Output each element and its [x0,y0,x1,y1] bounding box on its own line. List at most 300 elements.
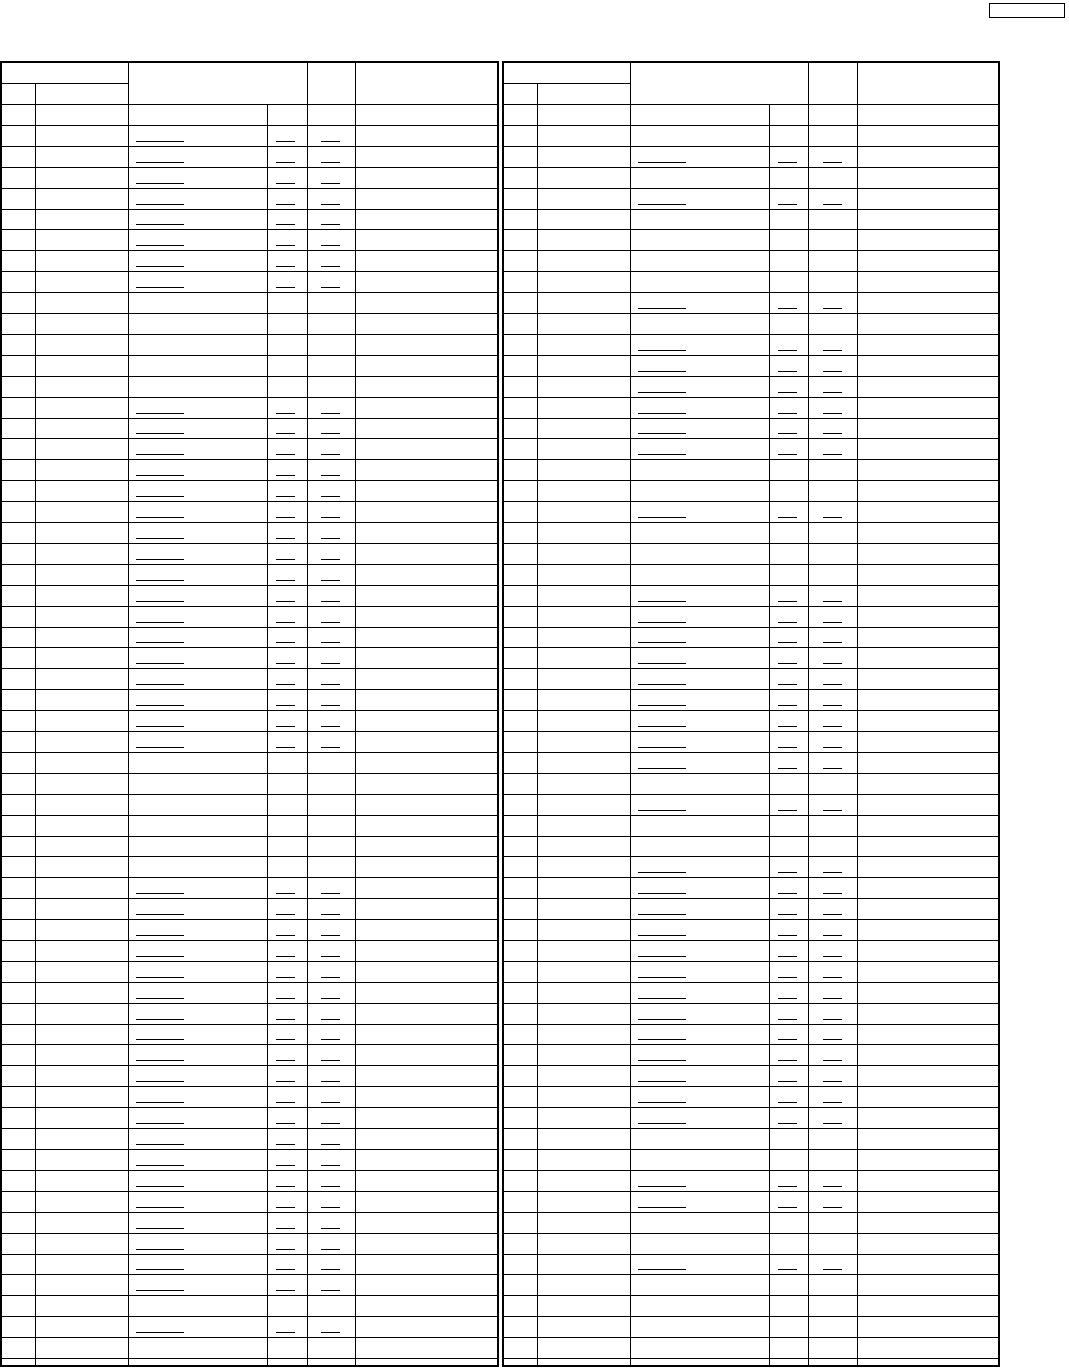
underline-mark [823,454,842,455]
underline-mark [778,956,797,957]
table-row-line [504,1065,998,1066]
underline-mark [136,1165,184,1166]
underline-mark [778,601,797,602]
underline-mark [638,1102,686,1103]
table-row-line [504,1254,998,1255]
underline-mark [136,538,184,539]
underline-mark [136,726,184,727]
table-row-line [2,773,497,774]
underline-mark [638,914,686,915]
table-row-line [2,104,497,105]
underline-mark [321,1228,340,1229]
underline-mark [823,998,842,999]
underline-mark [276,998,295,999]
underline-mark [136,245,184,246]
table-row-line [504,501,998,502]
table-row-line [2,418,497,419]
underline-mark [276,1144,295,1145]
underline-mark [136,1123,184,1124]
underline-mark [276,642,295,643]
table-row-line [504,877,998,878]
underline-mark [778,1060,797,1061]
underline-mark [638,1019,686,1020]
table-row-line [2,877,497,878]
underline-mark [778,893,797,894]
underline-mark [276,266,295,267]
underline-mark [823,1039,842,1040]
underline-mark [276,454,295,455]
table-row-line [504,418,998,419]
underline-mark [778,914,797,915]
underline-mark [136,454,184,455]
underline-mark [136,935,184,936]
underline-mark [638,392,686,393]
underline-mark [638,1060,686,1061]
underline-mark [321,705,340,706]
table-row-line [504,856,998,857]
table-row-line [504,1295,998,1296]
underline-mark [638,726,686,727]
underline-mark [136,977,184,978]
underline-mark [778,350,797,351]
table-row-line [2,731,497,732]
table-row-line [2,271,497,272]
right-parts-table [502,61,1000,1367]
underline-mark [778,1269,797,1270]
underline-mark [321,580,340,581]
underline-mark [276,580,295,581]
underline-mark [321,622,340,623]
table-row-line [504,1170,998,1171]
table-row-line [504,731,998,732]
underline-mark [638,204,686,205]
table-row-line [2,438,497,439]
underline-mark [638,642,686,643]
underline-mark [638,747,686,748]
underline-mark [321,413,340,414]
underline-mark [276,183,295,184]
underline-mark [276,287,295,288]
underline-mark [823,308,842,309]
underline-mark [823,204,842,205]
underline-mark [276,1039,295,1040]
table-row-line [504,773,998,774]
underline-mark [638,601,686,602]
header-subdivider [504,83,630,84]
underline-mark [823,768,842,769]
underline-mark [321,1249,340,1250]
underline-mark [638,998,686,999]
table-row-line [504,1044,998,1045]
table-row-line [504,710,998,711]
underline-mark [321,977,340,978]
table-row-line [2,836,497,837]
underline-mark [136,1269,184,1270]
underline-mark [136,1039,184,1040]
underline-mark [778,454,797,455]
underline-mark [136,517,184,518]
underline-mark [136,1332,184,1333]
underline-mark [321,245,340,246]
table-row-line [2,1024,497,1025]
table-row-line [2,480,497,481]
underline-mark [778,810,797,811]
table-row-line [504,459,998,460]
underline-mark [823,622,842,623]
underline-mark [638,1269,686,1270]
underline-mark [638,413,686,414]
underline-mark [778,726,797,727]
table-row-line [2,564,497,565]
underline-mark [136,580,184,581]
table-row-line [2,522,497,523]
table-row-line [504,334,998,335]
underline-mark [136,893,184,894]
underline-mark [276,1081,295,1082]
underline-mark [321,538,340,539]
underline-mark [778,371,797,372]
table-row-line [2,1107,497,1108]
underline-mark [823,517,842,518]
underline-mark [638,1081,686,1082]
table-row-line [2,501,497,502]
underline-mark [823,893,842,894]
underline-mark [136,1019,184,1020]
underline-mark [321,559,340,560]
underline-mark [321,1269,340,1270]
underline-mark [136,642,184,643]
underline-mark [276,1269,295,1270]
underline-mark [638,622,686,623]
underline-mark [276,1332,295,1333]
underline-mark [778,1019,797,1020]
underline-mark [321,935,340,936]
table-row-line [2,1212,497,1213]
underline-mark [778,1102,797,1103]
underline-mark [136,287,184,288]
underline-mark [638,1039,686,1040]
table-row-line [2,1295,497,1296]
underline-mark [638,517,686,518]
underline-mark [276,1102,295,1103]
table-row-line [504,836,998,837]
underline-mark [276,1228,295,1229]
table-row-line [504,397,998,398]
underline-mark [276,663,295,664]
underline-mark [778,517,797,518]
underline-mark [276,413,295,414]
underline-mark [276,538,295,539]
table-row-line [2,898,497,899]
underline-mark [321,1019,340,1020]
underline-mark [136,663,184,664]
underline-mark [276,162,295,163]
underline-mark [823,1081,842,1082]
left-parts-table [0,61,499,1367]
table-row-line [504,188,998,189]
table-row-line [504,815,998,816]
table-row-line [504,961,998,962]
underline-mark [823,371,842,372]
table-row-line [2,1086,497,1087]
table-row-line [2,585,497,586]
underline-mark [823,956,842,957]
underline-mark [321,224,340,225]
underline-mark [136,183,184,184]
table-row-line [504,146,998,147]
table-row-line [2,209,497,210]
table-row-line [2,627,497,628]
underline-mark [638,663,686,664]
underline-mark [276,475,295,476]
underline-mark [638,810,686,811]
table-row-line [2,1003,497,1004]
underline-mark [778,1207,797,1208]
table-row-line [2,376,497,377]
underline-mark [823,350,842,351]
underline-mark [321,1186,340,1187]
table-row-line [504,167,998,168]
underline-mark [136,433,184,434]
table-row-line [2,313,497,314]
table-row-line [504,1191,998,1192]
underline-mark [276,224,295,225]
table-row-line [2,1254,497,1255]
column-divider [267,104,268,1365]
table-row-line [504,313,998,314]
underline-mark [321,956,340,957]
underline-mark [778,872,797,873]
underline-mark [778,663,797,664]
underline-mark [136,956,184,957]
table-row-line [2,229,497,230]
table-row-line [2,856,497,857]
table-row-line [504,229,998,230]
underline-mark [276,496,295,497]
underline-mark [823,162,842,163]
underline-mark [321,475,340,476]
table-row-line [504,1024,998,1025]
table-row-line [504,209,998,210]
underline-mark [638,768,686,769]
header-subdivider [2,83,128,84]
underline-mark [778,1123,797,1124]
underline-mark [136,559,184,560]
underline-mark [276,977,295,978]
page-number-box [989,3,1065,18]
table-row-line [504,752,998,753]
table-row-line [2,794,497,795]
underline-mark [321,1060,340,1061]
underline-mark [823,1019,842,1020]
underline-mark [823,705,842,706]
underline-mark [823,977,842,978]
table-row-line [2,940,497,941]
underline-mark [136,1102,184,1103]
table-row-line [2,1170,497,1171]
underline-mark [778,642,797,643]
table-row-line [504,1086,998,1087]
table-row-line [504,564,998,565]
table-row-line [2,647,497,648]
table-row-line [2,1233,497,1234]
underline-mark [778,392,797,393]
table-row-line [504,125,998,126]
table-row-line [2,961,497,962]
underline-mark [136,684,184,685]
underline-mark [136,747,184,748]
underline-mark [823,684,842,685]
underline-mark [321,1207,340,1208]
underline-mark [778,413,797,414]
underline-mark [823,1269,842,1270]
table-row-line [2,1316,497,1317]
underline-mark [823,413,842,414]
underline-mark [136,1249,184,1250]
table-row-line [2,125,497,126]
underline-mark [321,1123,340,1124]
underline-mark [823,726,842,727]
table-row-line [504,1212,998,1213]
table-row-line [2,689,497,690]
underline-mark [823,1102,842,1103]
table-row-line [2,459,497,460]
underline-mark [778,935,797,936]
underline-mark [823,1060,842,1061]
table-row-line [2,146,497,147]
table-row-line [504,376,998,377]
underline-mark [321,496,340,497]
underline-mark [136,1228,184,1229]
underline-mark [778,768,797,769]
underline-mark [321,454,340,455]
table-row-line [504,1128,998,1129]
underline-mark [136,705,184,706]
table-row-line [504,271,998,272]
underline-mark [321,1102,340,1103]
table-row-line [2,1274,497,1275]
underline-mark [276,893,295,894]
underline-mark [321,747,340,748]
underline-mark [321,601,340,602]
table-row-line [504,438,998,439]
underline-mark [638,350,686,351]
table-row-line [2,250,497,251]
underline-mark [823,1186,842,1187]
underline-mark [136,475,184,476]
underline-mark [321,1039,340,1040]
underline-mark [638,977,686,978]
underline-mark [321,266,340,267]
underline-mark [638,872,686,873]
table-row-line [504,355,998,356]
underline-mark [638,1207,686,1208]
underline-mark [638,433,686,434]
table-row-line [2,815,497,816]
underline-mark [136,141,184,142]
underline-mark [321,1332,340,1333]
table-row-line [2,919,497,920]
table-row-line [504,689,998,690]
table-row-line [2,982,497,983]
table-row-line [504,606,998,607]
underline-mark [276,956,295,957]
underline-mark [136,1144,184,1145]
column-divider [537,84,538,1365]
table-row-line [504,480,998,481]
table-row-line [504,647,998,648]
underline-mark [638,371,686,372]
table-row-line [2,1191,497,1192]
underline-mark [778,684,797,685]
underline-mark [778,977,797,978]
underline-mark [321,663,340,664]
table-row-line [504,627,998,628]
underline-mark [136,1060,184,1061]
underline-mark [276,1165,295,1166]
underline-mark [638,956,686,957]
underline-mark [823,914,842,915]
underline-mark [321,287,340,288]
underline-mark [638,162,686,163]
table-row-line [504,1316,998,1317]
underline-mark [778,204,797,205]
underline-mark [276,935,295,936]
underline-mark [823,663,842,664]
table-row-line [2,543,497,544]
table-row-line [2,292,497,293]
table-row-line [504,250,998,251]
table-row-line [504,668,998,669]
column-divider [35,84,36,1365]
underline-mark [321,1081,340,1082]
underline-mark [276,1186,295,1187]
underline-mark [778,162,797,163]
underline-mark [276,1249,295,1250]
underline-mark [823,810,842,811]
underline-mark [321,141,340,142]
underline-mark [638,1186,686,1187]
underline-mark [321,1165,340,1166]
table-row-line [504,794,998,795]
underline-mark [276,705,295,706]
underline-mark [136,914,184,915]
table-row-line [504,1107,998,1108]
underline-mark [638,1123,686,1124]
underline-mark [638,935,686,936]
underline-mark [136,204,184,205]
underline-mark [823,747,842,748]
table-row-line [504,292,998,293]
column-divider [769,104,770,1365]
underline-mark [778,433,797,434]
underline-mark [136,162,184,163]
underline-mark [778,747,797,748]
underline-mark [778,308,797,309]
underline-mark [276,1060,295,1061]
underline-mark [778,705,797,706]
underline-mark [778,622,797,623]
underline-mark [321,1144,340,1145]
underline-mark [276,1019,295,1020]
underline-mark [321,1290,340,1291]
underline-mark [823,601,842,602]
underline-mark [276,684,295,685]
table-row-line [504,1274,998,1275]
underline-mark [321,893,340,894]
table-row-line [504,1233,998,1234]
underline-mark [321,726,340,727]
